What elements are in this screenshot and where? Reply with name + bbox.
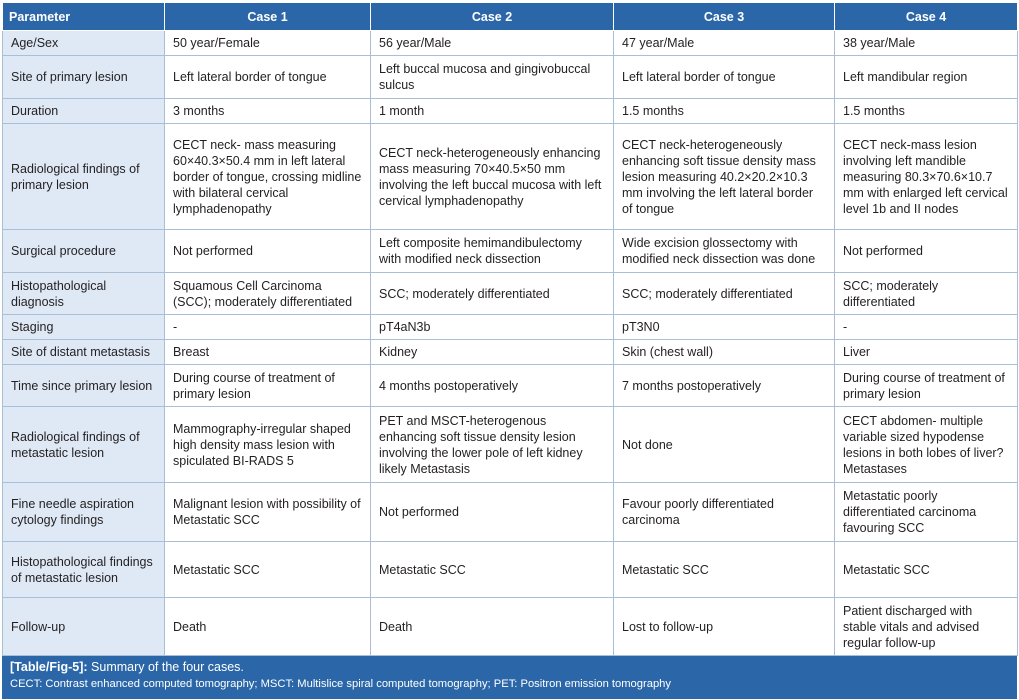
cell-case-3: Favour poorly differentiated carcinoma (614, 483, 835, 542)
row-parameter: Staging (3, 315, 165, 340)
row-parameter: Radiological findings of metastatic lesion (3, 407, 165, 483)
cell-case-3: Wide excision glossectomy with modified neck dissection was done (614, 230, 835, 273)
cell-case-4: During course of treatment of primary lesion (835, 365, 1018, 407)
cell-case-4: SCC; moderately differentiated (835, 273, 1018, 315)
cell-case-1: 50 year/Female (165, 31, 371, 56)
row-parameter: Time since primary lesion (3, 365, 165, 407)
cell-case-1: Death (165, 598, 371, 656)
table-row (3, 483, 1018, 542)
cell-case-2: CECT neck-heterogeneously enhancing mass measuring 70×40.5×50 mm involving the left buccal mucosa with left cervical lymphadenopathy (371, 124, 614, 230)
cell-case-3: Left lateral border of tongue (614, 56, 835, 99)
cell-case-1: CECT neck- mass measuring 60×40.3×50.4 mm in left lateral border of tongue, crossing midline with bilateral cervical lymphadenopathy (165, 124, 371, 230)
row-parameter: Fine needle aspiration cytology findings (3, 483, 165, 542)
table-caption (2, 656, 1017, 699)
header-row (3, 3, 1018, 31)
cell-case-3: pT3N0 (614, 315, 835, 340)
cell-case-2: Death (371, 598, 614, 656)
table-row (3, 407, 1018, 483)
row-parameter: Surgical procedure (3, 230, 165, 273)
cell-case-2: pT4aN3b (371, 315, 614, 340)
header-case-3: Case 3 (614, 3, 835, 31)
cell-case-2: Kidney (371, 340, 614, 365)
caption-title-line (10, 659, 1009, 676)
table-row (3, 230, 1018, 273)
cell-case-4: CECT abdomen- multiple variable sized hypodense lesions in both lobes of liver? Metastases (835, 407, 1018, 483)
table-row (3, 542, 1018, 598)
cell-case-1: Squamous Cell Carcinoma (SCC); moderately differentiated (165, 273, 371, 315)
cell-case-3: SCC; moderately differentiated (614, 273, 835, 315)
cell-case-1: Not performed (165, 230, 371, 273)
row-parameter: Age/Sex (3, 31, 165, 56)
cell-case-4: Left mandibular region (835, 56, 1018, 99)
case-summary-table (2, 2, 1018, 656)
cell-case-1: - (165, 315, 371, 340)
table-row (3, 124, 1018, 230)
row-parameter: Site of distant metastasis (3, 340, 165, 365)
cell-case-3: Skin (chest wall) (614, 340, 835, 365)
row-parameter: Radiological findings of primary lesion (3, 124, 165, 230)
header-case-1: Case 1 (165, 3, 371, 31)
cell-case-1: 3 months (165, 99, 371, 124)
cell-case-4: Not performed (835, 230, 1018, 273)
cell-case-1: Mammography-irregular shaped high density mass lesion with spiculated BI-RADS 5 (165, 407, 371, 483)
cell-case-2: 56 year/Male (371, 31, 614, 56)
table-row (3, 315, 1018, 340)
cell-case-3: Lost to follow-up (614, 598, 835, 656)
cell-case-4: - (835, 315, 1018, 340)
cell-case-2: Metastatic SCC (371, 542, 614, 598)
cell-case-2: Left buccal mucosa and gingivobuccal sulcus (371, 56, 614, 99)
cell-case-3: CECT neck-heterogeneously enhancing soft tissue density mass lesion measuring 40.2×20.2×10.3 mm involving the left lateral border of tongue (614, 124, 835, 230)
row-parameter: Follow-up (3, 598, 165, 656)
caption-label: [Table/Fig-5]: (10, 660, 88, 674)
cell-case-1: Breast (165, 340, 371, 365)
table-row (3, 365, 1018, 407)
cell-case-1: During course of treatment of primary lesion (165, 365, 371, 407)
cell-case-4: Liver (835, 340, 1018, 365)
cell-case-3: Metastatic SCC (614, 542, 835, 598)
cell-case-3: 47 year/Male (614, 31, 835, 56)
table-row (3, 31, 1018, 56)
cell-case-4: Metastatic poorly differentiated carcinoma favouring SCC (835, 483, 1018, 542)
cell-case-4: 1.5 months (835, 99, 1018, 124)
caption-title: Summary of the four cases. (91, 660, 244, 674)
table-row (3, 99, 1018, 124)
cell-case-2: 1 month (371, 99, 614, 124)
table-row (3, 56, 1018, 99)
cell-case-2: Left composite hemimandibulectomy with modified neck dissection (371, 230, 614, 273)
cell-case-2: PET and MSCT-heterogenous enhancing soft tissue density lesion involving the lower pole of left kidney likely Metastasis (371, 407, 614, 483)
cell-case-3: 1.5 months (614, 99, 835, 124)
table-row (3, 340, 1018, 365)
header-parameter: Parameter (3, 3, 165, 31)
row-parameter: Site of primary lesion (3, 56, 165, 99)
header-case-4: Case 4 (835, 3, 1018, 31)
cell-case-3: Not done (614, 407, 835, 483)
table-row (3, 273, 1018, 315)
cell-case-2: 4 months postoperatively (371, 365, 614, 407)
row-parameter: Histopathological diagnosis (3, 273, 165, 315)
cell-case-1: Malignant lesion with possibility of Metastatic SCC (165, 483, 371, 542)
header-case-2: Case 2 (371, 3, 614, 31)
caption-abbreviations: CECT: Contrast enhanced computed tomography; MSCT: Multislice spiral computed tomography; PET: Positron emission tomography (10, 678, 671, 690)
cell-case-4: 38 year/Male (835, 31, 1018, 56)
cell-case-2: SCC; moderately differentiated (371, 273, 614, 315)
row-parameter: Histopathological findings of metastatic lesion (3, 542, 165, 598)
cell-case-4: CECT neck-mass lesion involving left mandible measuring 80.3×70.6×10.7 mm with enlarged left cervical level 1b and II nodes (835, 124, 1018, 230)
cell-case-4: Patient discharged with stable vitals and advised regular follow-up (835, 598, 1018, 656)
cell-case-4: Metastatic SCC (835, 542, 1018, 598)
row-parameter: Duration (3, 99, 165, 124)
cell-case-3: 7 months postoperatively (614, 365, 835, 407)
cell-case-1: Metastatic SCC (165, 542, 371, 598)
cell-case-1: Left lateral border of tongue (165, 56, 371, 99)
cell-case-2: Not performed (371, 483, 614, 542)
table-row (3, 598, 1018, 656)
